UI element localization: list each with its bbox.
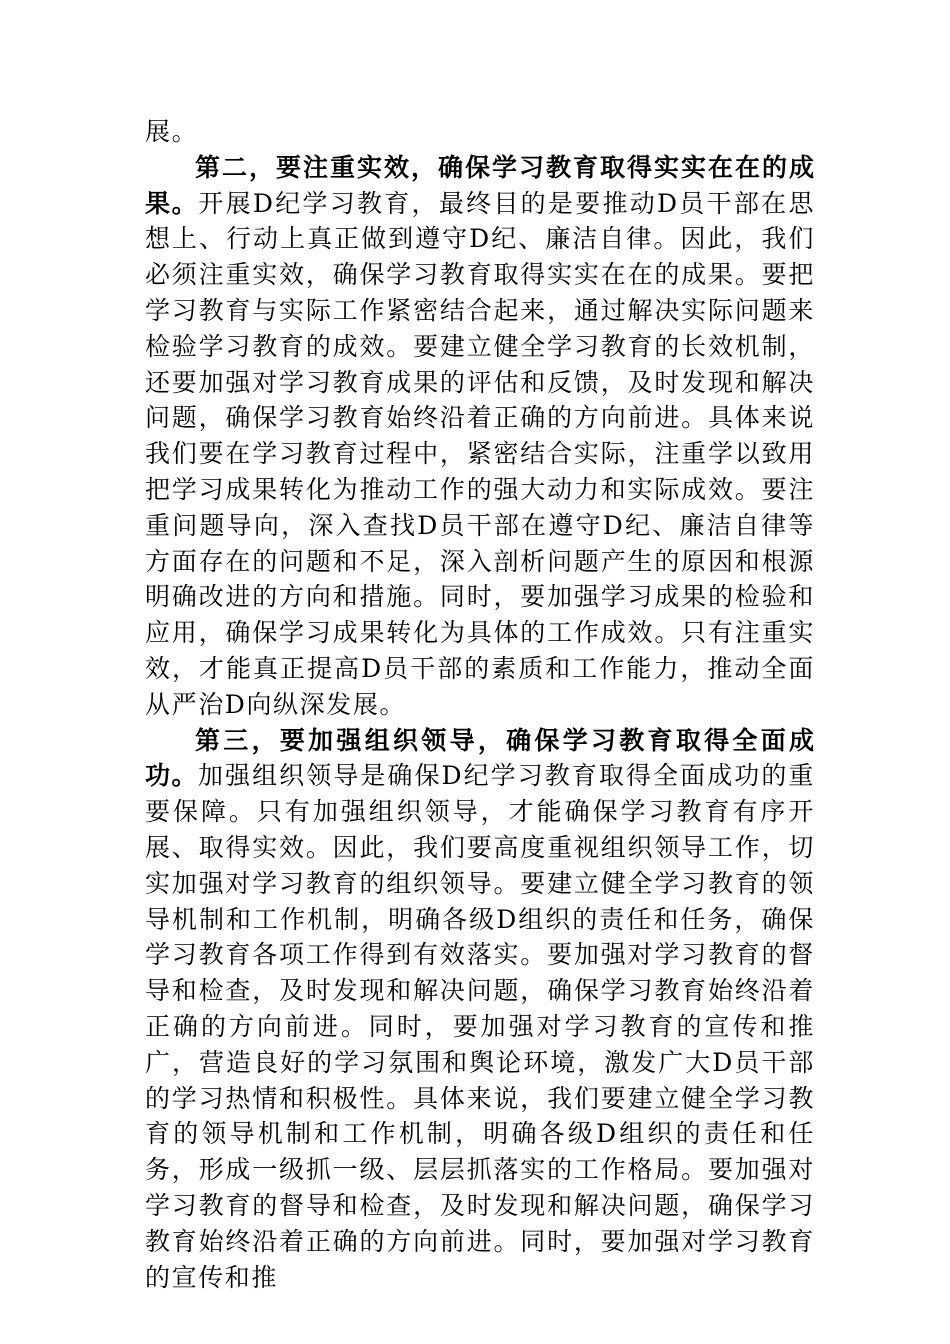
paragraph-body: 开展D纪学习教育，最终目的是要推动D员干部在思想上、行动上真正做到遵守D纪、廉洁自律。因此，我们必须注重实效，确保学习教育取得实实在在的成果。要把学习教育与实际工作紧密结合起来，通过解决实际问题来检验学习教育的成效。要建立健全学习教育的长效机制，还要加强对学习教育成果的评估和反馈，及时发现和解决问题，确保学习教育始终沿着正确的方向前进。具体来说我们要在学习教育过程中，紧密结合实际，注重学以致用把学习成果转化为推动工作的强大动力和实际成效。要注重问题导向，深入查找D员干部在遵守D纪、廉洁自律等方面存在的问题和不足，深入剖析问题产生的原因和根源明确改进的方向和措施。同时，要加强学习成果的检验和应用，确保学习成果转化为具体的工作成效。只有注重实效，才能真正提高D员干部的素质和工作能力，推动全面从严治D向纵深发展。 xyxy=(145,188,815,719)
paragraph-third-point xyxy=(145,723,815,1296)
paragraph-second-point xyxy=(145,150,815,723)
document-body xyxy=(145,114,815,1295)
paragraph-heading: 第二，要注重实效，确保学习教育取得实实在在的成果。 xyxy=(145,152,815,218)
paragraph-continuation xyxy=(145,114,815,150)
paragraph-heading: 第三，要加强组织领导，确保学习教育取得全面成功。 xyxy=(145,725,815,791)
paragraph-body: 展。 xyxy=(145,117,199,146)
paragraph-body: 加强组织领导是确保D纪学习教育取得全面成功的重要保障。只有加强组织领导，才能确保学习教育有序开展、取得实效。因此，我们要高度重视组织领导工作，切实加强对学习教育的组织领导。要建立健全学习教育的领导机制和工作机制，明确各级D组织的责任和任务，确保学习教育各项工作得到有效落实。要加强对学习教育的督导和检查，及时发现和解决问题，确保学习教育始终沿着正确的方向前进。同时，要加强对学习教育的宣传和推广，营造良好的学习氛围和舆论环境，激发广大D员干部的学习热情和积极性。具体来说，我们要建立健全学习教育的领导机制和工作机制，明确各级D组织的责任和任务，形成一级抓一级、层层抓落实的工作格局。要加强对学习教育的督导和检查，及时发现和解决问题，确保学习教育始终沿着正确的方向前进。同时，要加强对学习教育的宣传和推 xyxy=(145,761,815,1292)
